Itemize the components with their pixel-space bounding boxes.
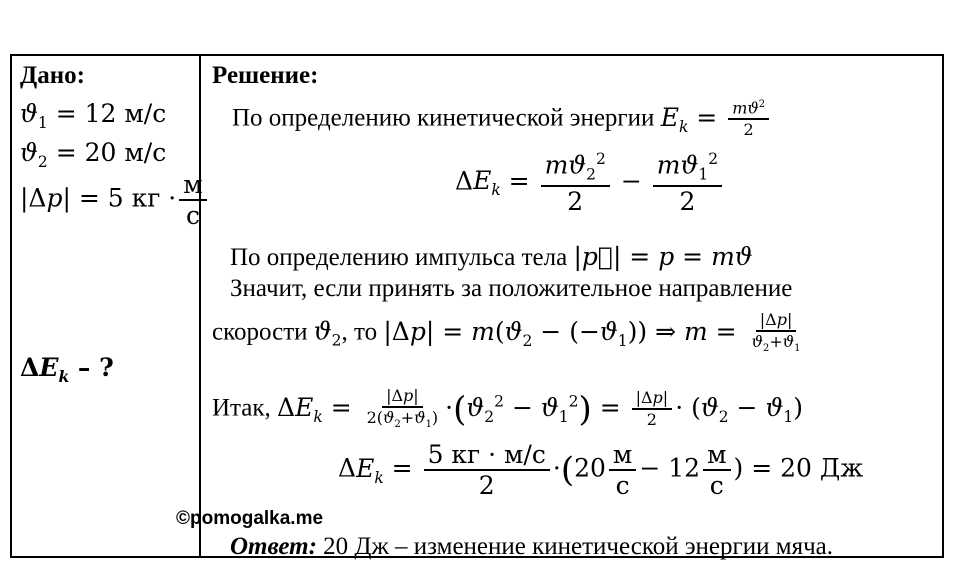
column-divider xyxy=(199,54,201,558)
answer-line xyxy=(230,534,833,559)
solution-line5-text: скорости xyxy=(212,318,314,346)
solution-header: Решение: xyxy=(212,62,319,89)
answer-label: Ответ: xyxy=(230,533,317,560)
given-header: Дано: xyxy=(20,62,85,89)
given-v1-value: = 12 м/с xyxy=(47,99,167,128)
given-v2-value: = 20 м/с xyxy=(47,138,167,167)
final-den: 2 xyxy=(478,471,495,500)
given-v2: $ϑ_2 = 20$ м/с xyxy=(20,138,167,171)
answer-text: 20 Дж – изменение кинетической энергии мяча. xyxy=(316,533,834,560)
final-unit-num-b: м xyxy=(703,442,730,471)
given-v1: $ϑ_1 = 12$ м/с xyxy=(20,99,167,132)
solution-line1-text: По определению кинетической энергии xyxy=(232,104,661,132)
final-a: 20 xyxy=(574,453,606,483)
solution-line4: Значит, если принять за положительное направление xyxy=(230,275,793,302)
given-dp-unit-num: м xyxy=(179,172,206,201)
given-find: $\Delta E_k$ – ? xyxy=(20,353,114,386)
given-find-text: – ? xyxy=(69,353,114,382)
solution-line6: Итак, $\Delta E_k$ = $\frac{|\Delta p|}{2(ϑ_2+ϑ_1)}$ $\cdot(ϑ_2^2 - ϑ_1^2)$ = $\frac{|\Delta p|}{2}$ · $(ϑ_2 - ϑ_1)$ xyxy=(212,386,803,431)
watermark: ©pomogalka.me xyxy=(176,508,324,529)
given-dp: |Δp| = 5 кг · $\frac{м}{с}$ xyxy=(20,172,210,228)
solution-line5: скорости $ϑ_2$, то $|\Delta p| = m(ϑ_2 - (-ϑ_1))$ ⇒ m = $\frac{|\Delta p|}{ϑ_2+ϑ_1}$ xyxy=(212,310,801,355)
given-dp-value: = 5 кг · xyxy=(70,183,177,213)
final-result: ) = 20 Дж xyxy=(733,453,864,483)
formula-final: $\Delta E_k$ = $\frac{5 кг \cdot м/с}{2}$ ·(20 $\frac{м}{с}$ − 12 $\frac{м}{с}$ ) = 20 Дж xyxy=(338,440,864,500)
final-unit-den-a: с xyxy=(615,471,630,500)
solution-line6-prefix: Итак, xyxy=(212,394,278,422)
final-b: 12 xyxy=(668,453,701,483)
solution-line1: По определению кинетической энергии $E_k$ = $\frac{mϑ^2}{2}$ xyxy=(232,100,772,138)
formula-delta-ek: $\Delta E_k$ = $\frac{mϑ_2^2}{2}$ − $\frac{mϑ_1^2}{2}$ xyxy=(455,152,725,214)
given-dp-unit-den: с xyxy=(185,201,200,230)
final-unit-den-b: с xyxy=(709,471,724,500)
solution-line5-to: , то xyxy=(341,318,384,346)
final-unit-num-a: м xyxy=(609,442,636,471)
solution-line3-text: По определению импульса тела xyxy=(230,244,574,271)
final-num: 5 кг · м/с xyxy=(424,442,550,471)
solution-line3: По определению импульса тела |p⃗| = p = mϑ xyxy=(230,242,753,271)
